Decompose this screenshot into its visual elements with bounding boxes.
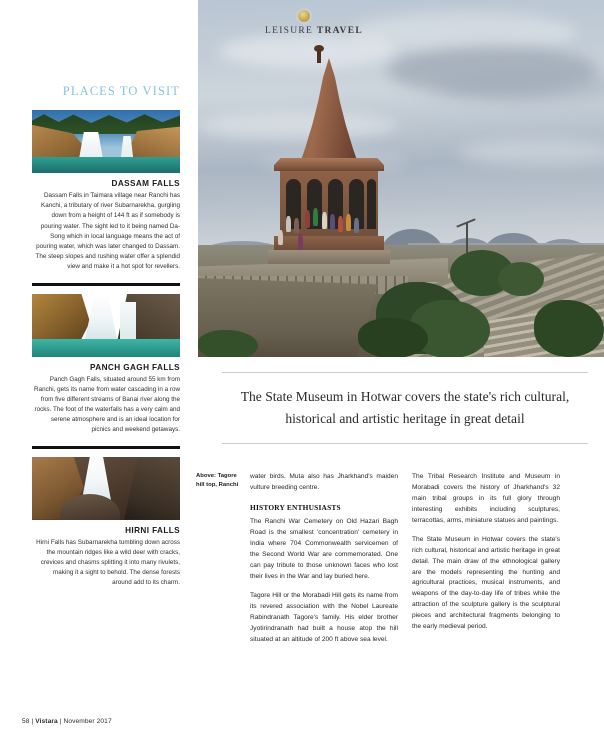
column-right xyxy=(412,472,560,641)
visitor-figure xyxy=(338,216,343,232)
hilltop-temple-pavilion xyxy=(268,58,390,270)
page-footer xyxy=(22,718,112,725)
tree-foliage xyxy=(534,300,604,357)
photo-caption: Above: Tagore hill top, Ranchi xyxy=(196,473,239,489)
sidebar-item-dassam-falls xyxy=(32,110,180,273)
visitor-figure xyxy=(354,218,359,233)
divider-rule xyxy=(32,446,180,449)
pullquote-bottom-rule xyxy=(222,443,588,444)
temple-spire xyxy=(299,58,359,166)
visitor-figure xyxy=(305,210,310,228)
footer-issue: November 2017 xyxy=(63,718,112,725)
hero-kicker-bold: TRAVEL xyxy=(316,26,363,36)
photo-caption-column xyxy=(196,472,240,491)
hirni-falls-photo xyxy=(32,457,180,520)
paragraph: The Ranchi War Cemetery on Old Hazari Bagh Road is the smallest 'concentration' cemetery in India where 704 Commonwealth servicemen of the Second World War are commemorated. One can pay tribute to those unknown faces who lost their lives in the War and lay buried here. xyxy=(250,518,398,580)
visitor-figure xyxy=(278,230,283,245)
palm-foliage xyxy=(358,318,428,357)
tree-foliage xyxy=(198,330,258,357)
panch-gagh-falls-photo xyxy=(32,294,180,357)
tree-foliage xyxy=(498,262,544,296)
sidebar-item-body: Dassam Falls in Taimara village near Ranchi has Kanchi, a tributary of river Subarnarekha, gurgling down from a height of 144 ft as if somebody is pouring water. The sight led to it being named Da-Song which in local language means the act of pouring water, which was later changed to Dassam. The steep slopes and rushing water offer a splendid view and make it a hot spot for revellers. xyxy=(35,192,180,271)
paragraph: Tagore Hill or the Morabadi Hill gets its name from its revered association with the Nobel Laureate Rabindranath Tagore's family. His elder brother Jyotirindranath had built a house atop the hill situated at an altitude of 200 ft above sea level. xyxy=(250,591,398,643)
visitor-figure xyxy=(322,212,327,229)
temple-base xyxy=(268,250,390,264)
sidebar-item-panch-gagh-falls xyxy=(32,294,180,436)
sidebar-item-hirni-falls xyxy=(32,457,180,589)
visitor-figure xyxy=(346,214,351,231)
sidebar-item-caption: DASSAM FALLS xyxy=(111,179,180,188)
footer-brand: Vistara xyxy=(35,718,58,725)
paragraph: water birds. Muta also has Jharkhand's maiden vulture breeding centre. xyxy=(250,473,398,491)
temple-cornice xyxy=(274,158,384,171)
footer-page-number: 58 xyxy=(22,718,30,725)
footer-separator: | xyxy=(29,718,36,725)
hero-photo xyxy=(198,0,604,357)
section-subhead: HISTORY ENTHUSIASTS xyxy=(250,502,341,512)
visitor-figure xyxy=(294,218,299,233)
pullquote-block xyxy=(222,372,588,444)
places-to-visit-sidebar xyxy=(32,84,180,593)
column-middle xyxy=(250,472,398,653)
hero-kicker xyxy=(265,26,363,36)
sun-emblem-icon xyxy=(298,10,310,22)
hero-kicker-light: LEISURE xyxy=(265,26,317,36)
sidebar-item-caption: PANCH GAGH FALLS xyxy=(90,362,180,372)
visitor-figure xyxy=(286,216,291,232)
sidebar-title: PLACES TO VISIT xyxy=(62,84,180,98)
sidebar-item-caption: HIRNI FALLS xyxy=(125,525,180,535)
pullquote-text: The State Museum in Hotwar covers the state's rich cultural, historical and artistic heritage in great detail xyxy=(240,389,570,427)
visitor-figure xyxy=(313,208,318,226)
paragraph: The State Museum in Hotwar covers the state's rich cultural, historical and artistic heritage in great detail. The main draw of the ethnological gallery are the models representing the hunting and agricultural practices, musical instruments, and weapons of the day-to-day life of tribes while the attraction of the sculpture gallery is the sculptural pieces and architectural fragments belonging to the early medieval period. xyxy=(412,535,560,631)
dassam-falls-photo xyxy=(32,110,180,173)
footer-separator: | xyxy=(57,718,64,725)
sidebar-item-body: Hirni Falls has Subarnarekha tumbling down across the mountain ridges like a wild deer with cracks, crevices and chasms splitting it into many rivulets, making it a sight to behold. The dense forests around add to its charm. xyxy=(36,538,180,587)
visitor-figure xyxy=(330,214,335,230)
visitor-figure xyxy=(298,234,303,250)
divider-rule xyxy=(32,283,180,286)
sidebar-item-body: Panch Gagh Falls, situated around 55 km from Ranchi, gets its name from water cascading in a row from five different streams of Banai river along the rocks. The foot of the waterfalls has a very calm and serene atmosphere and is an ideal location for picnics and weekend getaways. xyxy=(34,375,180,434)
paragraph: The Tribal Research Institute and Museum in Morabadi covers the history of Jharkhand's 32 main tribal groups in its full glory through interesting exhibits including sculptures, terracottas, arms, miniature statues and paintings. xyxy=(412,473,560,524)
